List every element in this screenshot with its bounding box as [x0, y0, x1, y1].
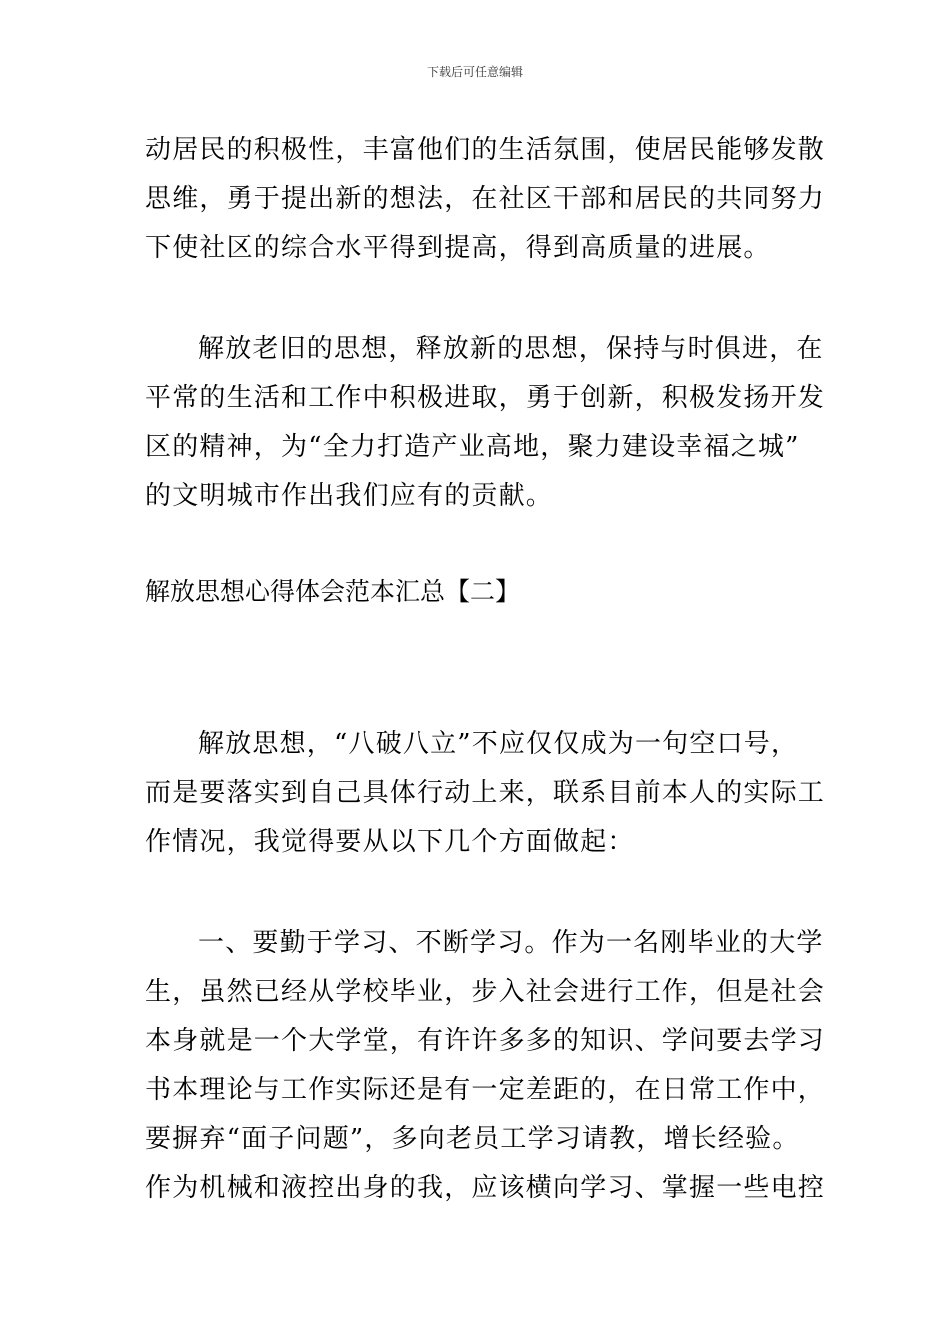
paragraph-line: 区的精神，为“全力打造产业高地，聚力建设幸福之城”	[145, 432, 800, 462]
paragraph-2	[145, 325, 826, 521]
paragraph-line: 而是要落实到自己具体行动上来，联系目前本人的实际工	[145, 778, 826, 808]
paragraph-line: 书本理论与工作实际还是有一定差距的，在日常工作中，	[145, 1075, 826, 1105]
paragraph-line: 作情况，我觉得要从以下几个方面做起：	[145, 827, 635, 857]
section-heading: 解放思想心得体会范本汇总【二】	[145, 577, 521, 606]
paragraph-line: 本身就是一个大学堂，有许许多多的知识、学问要去学习	[145, 1026, 826, 1056]
paragraph-line: 生，虽然已经从学校毕业，步入社会进行工作，但是社会	[145, 977, 826, 1007]
paragraph-line: 解放老旧的思想，释放新的思想，保持与时俱进，在	[198, 334, 824, 364]
paragraph-line: 一、要勤于学习、不断学习。作为一名刚毕业的大学	[198, 928, 824, 958]
paragraph-line: 的文明城市作出我们应有的贡献。	[145, 481, 554, 511]
paragraph-4	[145, 919, 826, 1213]
paragraph-line: 平常的生活和工作中积极进取，勇于创新，积极发扬开发	[145, 383, 826, 413]
page-header: 下载后可任意编辑	[426, 65, 523, 79]
paragraph-line: 要摒弃“面子问题”，多向老员工学习请教，增长经验。	[145, 1124, 800, 1154]
paragraph-line: 解放思想，“八破八立”不应仅仅成为一句空口号，	[198, 729, 799, 759]
document-body	[145, 126, 826, 1213]
paragraph-1	[145, 126, 826, 273]
paragraph-line: 作为机械和液控出身的我，应该横向学习、掌握一些电控	[145, 1173, 826, 1203]
paragraph-line: 下使社区的综合水平得到提高，得到高质量的进展。	[145, 233, 771, 263]
paragraph-3	[145, 720, 826, 867]
paragraph-line: 思维，勇于提出新的想法，在社区干部和居民的共同努力	[145, 184, 826, 214]
paragraph-line: 动居民的积极性，丰富他们的生活氛围，使居民能够发散	[145, 135, 826, 165]
